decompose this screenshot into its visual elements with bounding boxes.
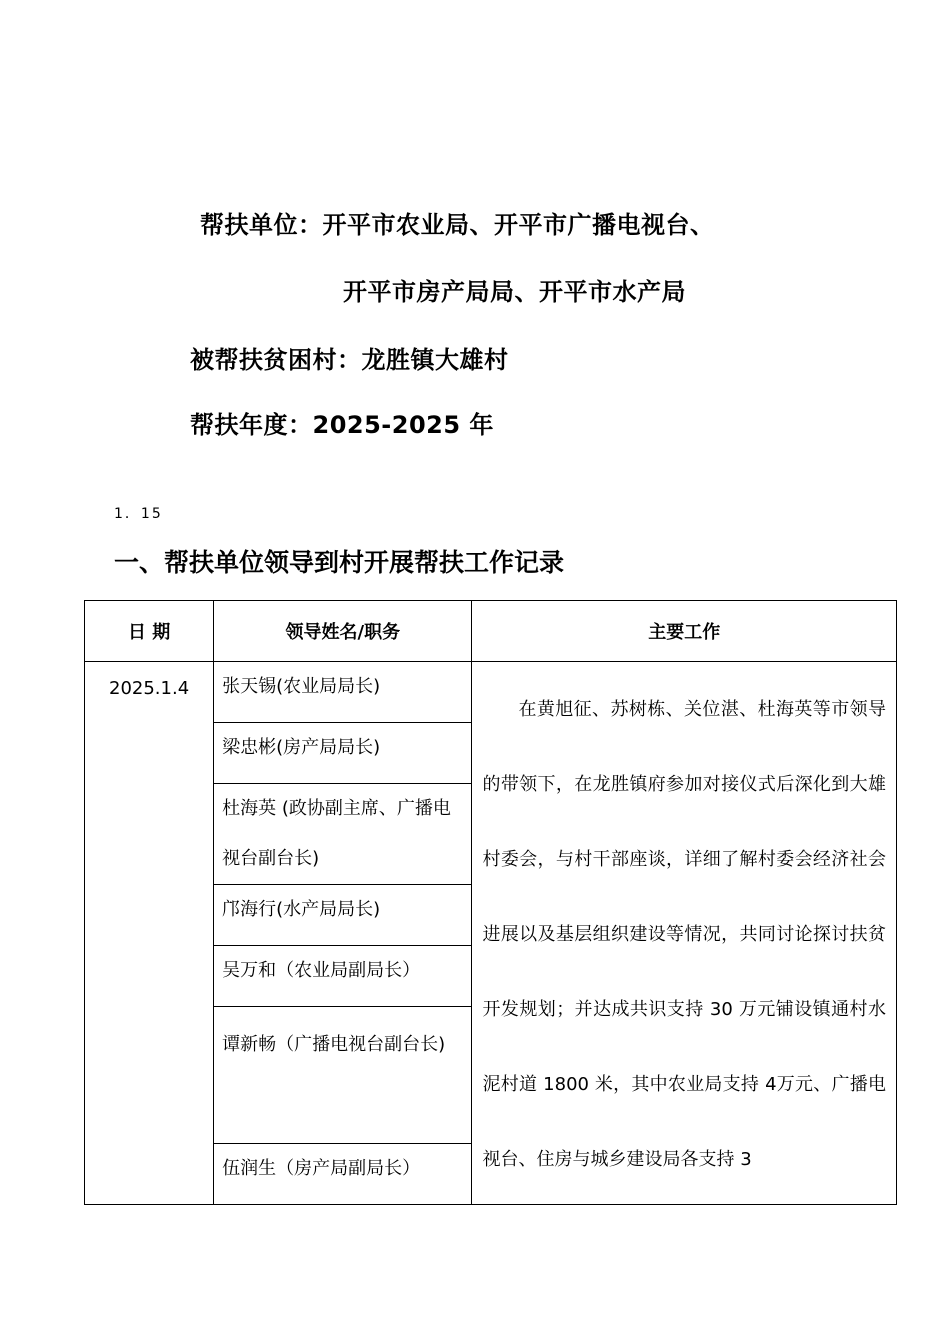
leader-cell — [214, 885, 472, 946]
support-units-line-2: 开平市房产局局、开平市水产局 — [343, 278, 686, 306]
header-date: 日 期 — [85, 601, 214, 662]
leader-name: 吴万和（农业局副局长） — [222, 960, 421, 981]
leader-cell — [214, 1007, 472, 1144]
leader-cell — [214, 784, 472, 885]
supported-village: 被帮扶贫困村：龙胜镇大雄村 — [190, 346, 509, 374]
leader-name: 邝海行(水产局局长) — [222, 899, 381, 920]
leader-cell — [214, 662, 472, 723]
work-description: 在黄旭征、苏树栋、关位湛、杜海英等市领导的带领下，在龙胜镇府参加对接仪式后深化到大雄村委会，与村干部座谈，详细了解村委会经济社会进展以及基层组织建设等情况，共同讨论探讨扶贫开发规划；并达成共识支持 30 万元铺设镇通村水泥村道 1800 米，其中农业局支持 4万元、广播电视台、住房与城乡建设局各支持 3 — [482, 699, 886, 1170]
leader-cell — [214, 946, 472, 1007]
table-row — [85, 662, 897, 723]
work-cell — [472, 662, 897, 1205]
support-units-line-1: 帮扶单位：开平市农业局、开平市广播电视台、 — [200, 211, 715, 239]
leader-name: 张天锡(农业局局长) — [222, 676, 381, 697]
section-title: 一、帮扶单位领导到村开展帮扶工作记录 — [114, 548, 565, 577]
support-year: 帮扶年度：2025-2025 年 — [190, 411, 494, 439]
leader-name: 谭新畅（广播电视台副台长) — [222, 1034, 446, 1055]
header-name: 领导姓名/职务 — [214, 601, 472, 662]
table-header-row — [85, 601, 897, 662]
leader-name: 杜海英 (政协副主席、广播电视台副台长) — [222, 798, 451, 869]
date-value: 2025.1.4 — [109, 678, 190, 699]
leader-cell — [214, 1144, 472, 1205]
date-cell — [85, 662, 214, 1205]
leader-name: 梁忠彬(房产局局长) — [222, 737, 381, 758]
work-record-table — [84, 600, 897, 1205]
leader-cell — [214, 723, 472, 784]
leader-name: 伍润生（房产局副局长） — [222, 1158, 421, 1179]
page-number: 1．15 — [114, 506, 163, 522]
header-work: 主要工作 — [472, 601, 897, 662]
